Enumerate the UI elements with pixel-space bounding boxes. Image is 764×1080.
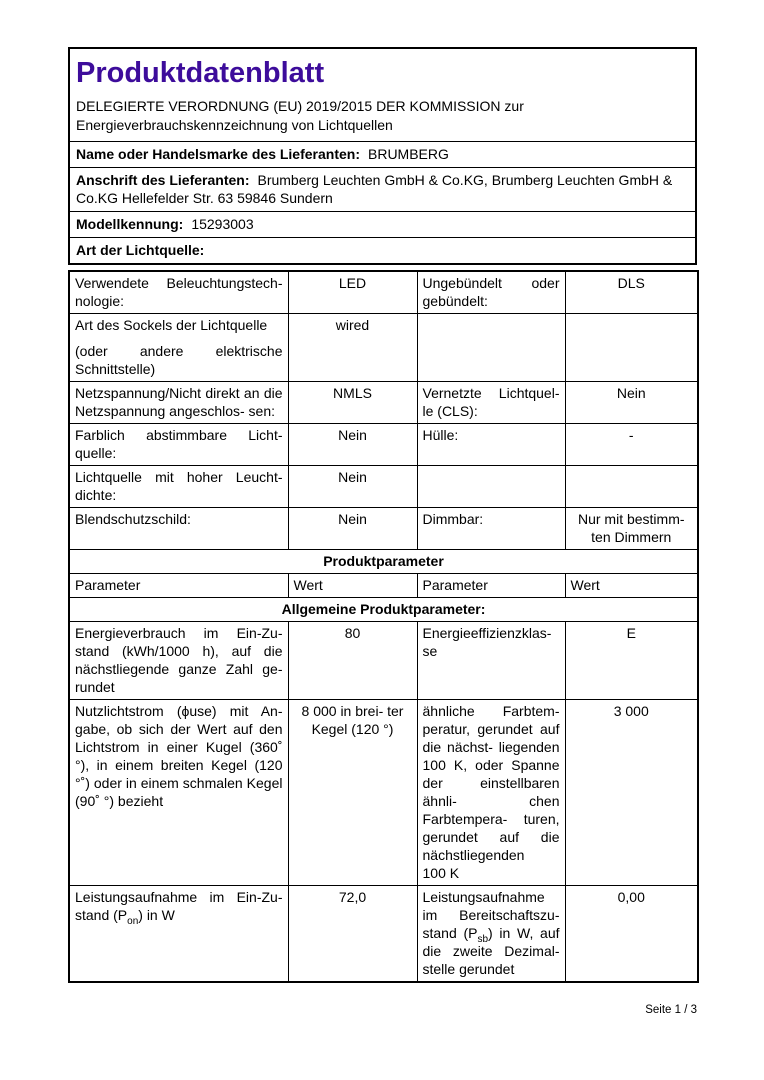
param-value-cell: 8 000 in brei- ter Kegel (120 °) xyxy=(288,700,417,886)
param-label-cell xyxy=(417,314,565,382)
param-label-cell: Nutzlichtstrom (ϕuse) mit An- gabe, ob sich der Wert auf den Lichtstrom in einer Kugel (360˚ °), in einem breiten Kegel (120 °˚) oder in einem schmalen Kegel (90˚ °) bezieht xyxy=(69,700,288,886)
table-row xyxy=(69,508,698,550)
table-row xyxy=(69,382,698,424)
title-row xyxy=(69,48,696,142)
param-value-cell: NMLS xyxy=(288,382,417,424)
param-label-cell: Ungebündelt oder gebündelt: xyxy=(417,271,565,314)
param-label-cell: Lichtquelle mit hoher Leucht- dichte: xyxy=(69,466,288,508)
param-label-cell: Verwendete Beleuchtungstech- nologie: xyxy=(69,271,288,314)
param-label-cell: Farblich abstimmbare Licht- quelle: xyxy=(69,424,288,466)
param-value-cell: Nein xyxy=(288,466,417,508)
param-value-cell: 3 000 xyxy=(565,700,698,886)
supplier-address-label: Anschrift des Lieferanten: xyxy=(76,172,250,188)
table-row xyxy=(69,700,698,886)
socket-type-paragraph-2: (oder andere elektrische Schnittstelle) xyxy=(75,343,283,377)
param-label-cell: Hülle: xyxy=(417,424,565,466)
param-label-cell: ähnliche Farbtem- peratur, gerundet auf die nächst- liegenden 100 K, oder Spanne der einstellbaren ähnli- chen Farbtempera- turen, gerundet auf die nächstliegenden 100 K xyxy=(417,700,565,886)
supplier-address-row xyxy=(69,168,696,212)
column-header-parameter-1: Parameter xyxy=(69,574,288,598)
param-label-cell xyxy=(417,466,565,508)
param-value-cell: 72,0 xyxy=(288,886,417,983)
param-label-cell: Energieverbrauch im Ein-Zu- stand (kWh/1000 h), auf die nächstliegende ganze Zahl ge- rundet xyxy=(69,622,288,700)
page-number: Seite 1 / 3 xyxy=(645,1004,697,1016)
supplier-name-cell xyxy=(69,142,696,168)
param-value-cell: - xyxy=(565,424,698,466)
param-label-cell: Leistungsaufnahme im Bereitschaftszu- stand $(P_{sb})$ in W, auf die zweite Dezimal- stelle gerundet xyxy=(417,886,565,983)
param-value-cell: Nein xyxy=(288,424,417,466)
table-row xyxy=(69,424,698,466)
table-row xyxy=(69,886,698,983)
param-label-cell: Dimmbar: xyxy=(417,508,565,550)
param-value-cell xyxy=(565,466,698,508)
section-title-produktparameter: Produktparameter xyxy=(69,550,698,574)
table-row xyxy=(69,271,698,314)
subtitle-line-2: Energieverbrauchskennzeichnung von Lichtquellen xyxy=(76,117,393,133)
light-source-type-row xyxy=(69,238,696,265)
param-label-cell: Leistungsaufnahme im Ein-Zu- stand $(P_{on})$ in W xyxy=(69,886,288,983)
supplier-address-value: Brumberg Leuchten GmbH & Co.KG, Brumberg Leuchten GmbH & Co.KG Hellefelder Str. 63 59846 Sundern xyxy=(76,172,673,206)
param-label-cell: Netzspannung/Nicht direkt an die Netzspannung angeschlos- sen: xyxy=(69,382,288,424)
model-id-label: Modellkennung: xyxy=(76,216,184,232)
column-header-parameter-2: Parameter xyxy=(417,574,565,598)
column-header-wert-2: Wert xyxy=(565,574,698,598)
subtitle-line-1: DELEGIERTE VERORDNUNG (EU) 2019/2015 DER KOMMISSION zur xyxy=(76,98,524,114)
page-title: Produktdatenblatt xyxy=(76,57,325,89)
supplier-name-row xyxy=(69,142,696,168)
supplier-address-cell xyxy=(69,168,696,212)
parameter-table xyxy=(68,270,699,983)
param-value-cell: Nur mit bestimm- ten Dimmern xyxy=(565,508,698,550)
param-label-cell: Energieeffizienzklas- se xyxy=(417,622,565,700)
model-id-cell xyxy=(69,212,696,238)
param-value-cell: LED xyxy=(288,271,417,314)
param-value-cell: Nein xyxy=(288,508,417,550)
title-cell xyxy=(69,48,696,142)
table-row xyxy=(69,622,698,700)
section-header-row xyxy=(69,598,698,622)
param-value-cell: 0,00 xyxy=(565,886,698,983)
param-value-cell: Nein xyxy=(565,382,698,424)
param-value-cell: E xyxy=(565,622,698,700)
param-label-cell: Blendschutzschild: xyxy=(69,508,288,550)
table-row xyxy=(69,466,698,508)
supplier-name-label: Name oder Handelsmarke des Lieferanten: xyxy=(76,146,360,162)
column-header-wert-1: Wert xyxy=(288,574,417,598)
table-row xyxy=(69,314,698,382)
supplier-name-value: BRUMBERG xyxy=(368,146,449,162)
param-label-cell: Vernetzte Lichtquel- le (CLS): xyxy=(417,382,565,424)
param-value-cell: DLS xyxy=(565,271,698,314)
section-header-row xyxy=(69,550,698,574)
section-title-allgemeine: Allgemeine Produktparameter: xyxy=(69,598,698,622)
model-id-value: 15293003 xyxy=(191,216,254,232)
param-value-cell: wired xyxy=(288,314,417,382)
light-source-type-cell xyxy=(69,238,696,265)
light-source-type-label: Art der Lichtquelle: xyxy=(76,242,205,258)
param-value-cell xyxy=(565,314,698,382)
header-table xyxy=(68,47,697,265)
socket-type-paragraph-1: Art des Sockels der Lichtquelle xyxy=(75,317,268,333)
param-label-cell xyxy=(69,314,288,382)
param-value-cell: 80 xyxy=(288,622,417,700)
model-id-row xyxy=(69,212,696,238)
column-header-row xyxy=(69,574,698,598)
